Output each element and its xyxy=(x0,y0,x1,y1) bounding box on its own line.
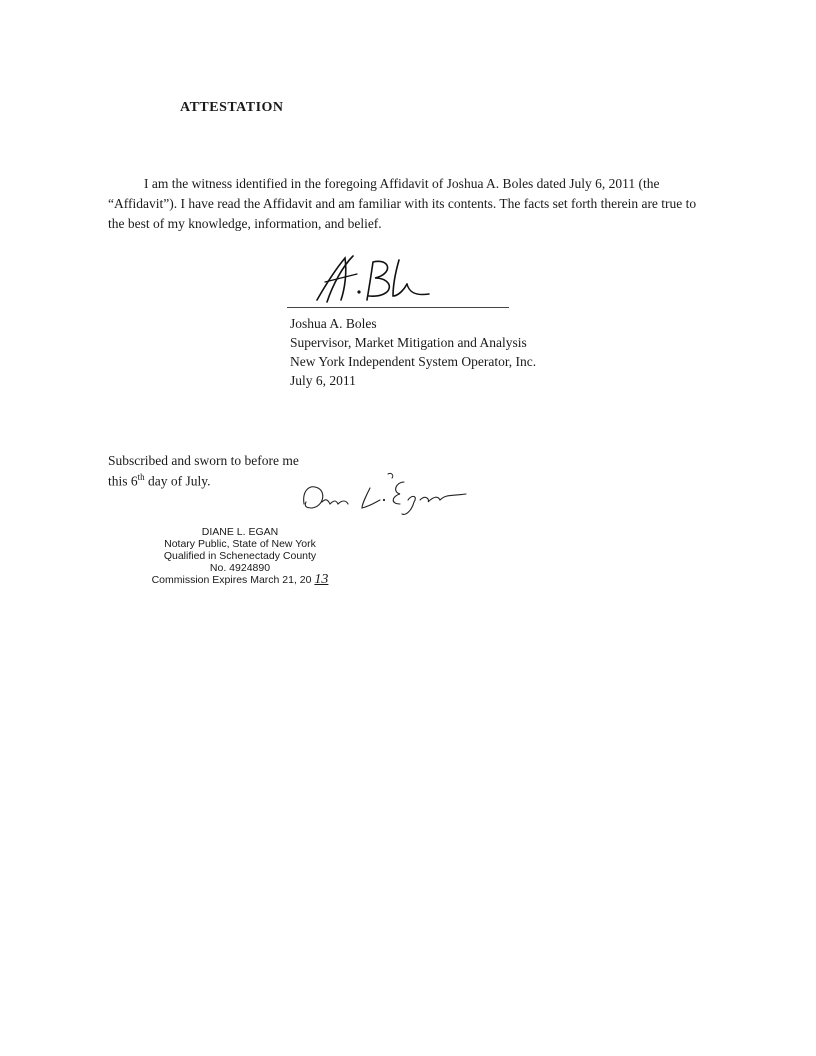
handwritten-signature-icon xyxy=(296,470,476,518)
signer-name: Joshua A. Boles xyxy=(290,316,377,331)
attestation-paragraph: I am the witness identified in the foregoing Affidavit of Joshua A. Boles dated July 6, 2011 (the “Affidavit”). I have read the Affidavit and am familiar with its contents. The facts set forth therein are true to the best of my knowledge, information, and belief. xyxy=(108,176,697,231)
notary-name: DIANE L. EGAN xyxy=(201,526,279,538)
signer-title: Supervisor, Market Mitigation and Analysis xyxy=(290,335,527,350)
notary-expiry-year: 13 xyxy=(314,572,329,587)
subscribed-line-2: this 6th day of July. xyxy=(108,472,211,489)
subscribed-sworn-block xyxy=(108,452,299,490)
notary-county: Qualified in Schenectady County xyxy=(163,550,317,562)
subscribed-line-1: Subscribed and sworn to before me xyxy=(108,453,299,468)
notary-number: No. 4924890 xyxy=(209,562,271,574)
signature-line xyxy=(287,307,509,308)
signer-date: July 6, 2011 xyxy=(290,373,356,388)
notary-commission-expiry: Commission Expires March 21, 20 13 xyxy=(151,572,329,587)
document-title: ATTESTATION xyxy=(180,100,284,115)
signer-organization: New York Independent System Operator, Inc. xyxy=(290,354,537,369)
notary-state: Notary Public, State of New York xyxy=(164,538,316,550)
notary-stamp xyxy=(120,526,360,586)
signer-info xyxy=(290,314,536,390)
handwritten-signature-icon xyxy=(295,252,445,304)
